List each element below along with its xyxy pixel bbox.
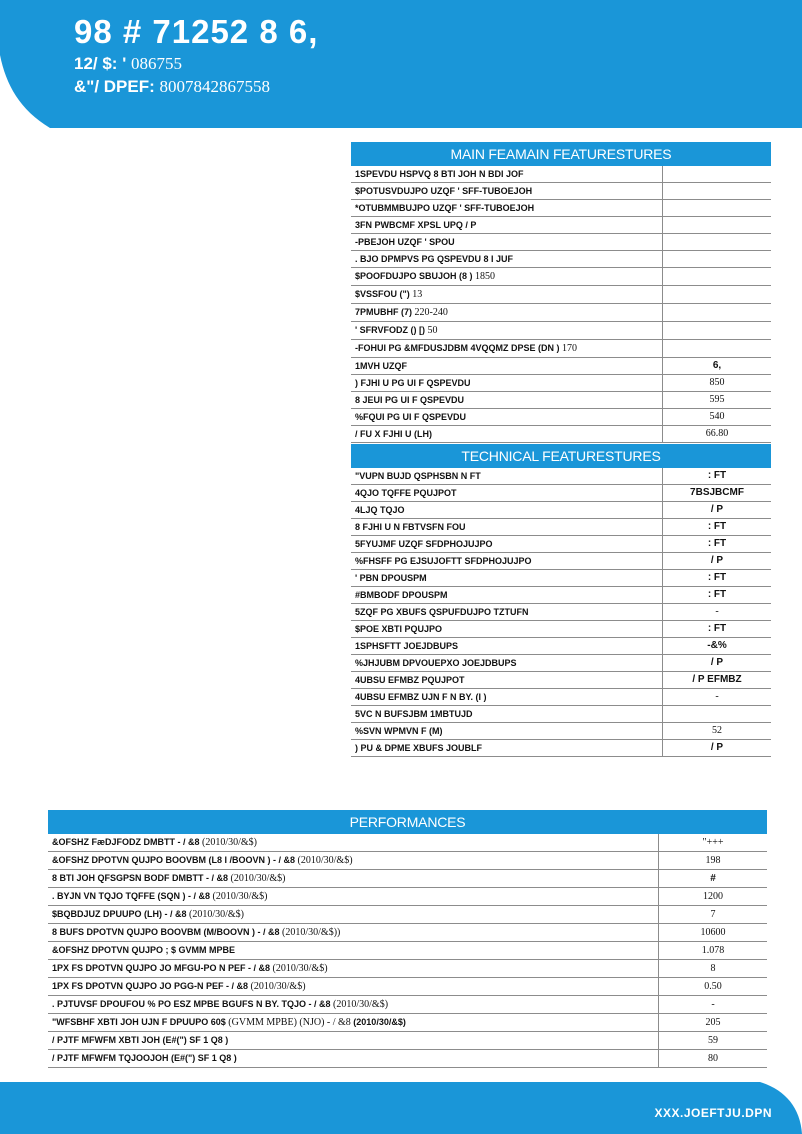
spec-label-value: (2010/30/&$) [230,873,286,884]
spec-value: : FT [663,587,772,604]
spec-label [351,655,663,672]
spec-label-text: "WFSBHF XBTI JOH UJN F DPUUPO 60$ [52,1017,229,1027]
spec-label-text: 5ZQF PG XBUFS QSPUFDUJPO TZTUFN [355,607,529,617]
spec-label-text: 1PX FS DPOTVN QUJPO JO PGG-N PEF - / &8 [52,981,251,991]
spec-label-value: (2010/30/&$) [333,999,389,1010]
spec-label [351,251,663,268]
performances-table [48,834,767,1068]
spec-row [351,322,771,340]
spec-label [48,996,659,1014]
spec-row [351,358,771,375]
spec-label [351,183,663,200]
spec-label-value: 13 [412,289,423,300]
spec-value [663,166,772,183]
spec-row [351,553,771,570]
spec-value: / P [663,553,772,570]
spec-label [351,234,663,251]
spec-row [351,638,771,655]
spec-value: / P [663,655,772,672]
spec-label-text: 4QJO TQFFE PQUJPOT [355,488,457,498]
spec-label-text: 5FYUJMF UZQF SFDPHOJUJPO [355,539,493,549]
spec-label-text: *OTUBMMBUJPO UZQF ' SFF-TUBOEJOH [355,203,535,213]
spec-row [48,870,767,888]
spec-row [351,485,771,502]
spec-label-value: 50 [427,325,438,336]
spec-label-text: &OFSHZ DPOTVN QUJPO BOOVBM (L8 I /BOOVN ) - / &8 [52,855,298,865]
spec-value [663,200,772,217]
ean-code [74,75,318,98]
spec-value: # [659,870,768,888]
spec-row [351,409,771,426]
spec-value: : FT [663,519,772,536]
spec-label-text: -PBEJOH UZQF ' SPOU [355,237,455,247]
spec-label-text: / PJTF MFWFM XBTI JOH (E#(") SF 1 Q8 ) [52,1035,229,1045]
spec-row [351,286,771,304]
spec-label-text: / FU X FJHI U (LH) [355,429,432,439]
spec-value: - [663,689,772,706]
spec-value [663,183,772,200]
website-url[interactable]: XXX.JOEFTJU.DPN [654,1106,772,1120]
spec-row [351,604,771,621]
spec-label [351,723,663,740]
spec-label [48,1032,659,1050]
spec-value: 7 [659,906,768,924]
spec-label [351,706,663,723]
spec-label [351,166,663,183]
spec-label-text: 8 BTI JOH QFSGPSN BODF DMBTT - / &8 [52,873,231,883]
spec-row [351,570,771,587]
spec-label-value: (2010/30/&$) [189,909,245,920]
spec-value [663,340,772,358]
spec-label-value: (2010/30/&$)) [282,927,341,938]
spec-label [351,502,663,519]
spec-label [48,942,659,960]
spec-label [351,485,663,502]
spec-value: 1200 [659,888,768,906]
spec-row [351,723,771,740]
spec-label [351,587,663,604]
spec-label-text: $VSSFOU (") [355,289,413,299]
spec-row [351,166,771,183]
spec-label-value: (2010/30/&$) [297,855,353,866]
spec-label-value: (2010/30/&$) [202,837,257,848]
spec-value: 595 [663,392,772,409]
spec-row [351,672,771,689]
spec-label-text: . BYJN VN TQJO TQFFE (SQN ) - / &8 [52,891,213,901]
spec-row [48,942,767,960]
spec-value: / P [663,502,772,519]
spec-row [48,960,767,978]
spec-row [351,536,771,553]
spec-row [351,621,771,638]
spec-value: 7BSJBCMF [663,485,772,502]
spec-label-text: 1SPHSFTT JOEJDBUPS [355,641,459,651]
model-title: 98 # 71252 8 6, [74,13,319,50]
spec-value: 59 [659,1032,768,1050]
spec-label-text: 4LJQ TQJO [355,505,405,515]
spec-value: 6, [663,358,772,375]
spec-label [48,978,659,996]
spec-label-text: ' PBN DPOUSPM [355,573,427,583]
spec-label-text: 1SPEVDU HSPVQ 8 BTI JOH N BDI JOF [355,169,524,179]
spec-row [351,689,771,706]
spec-row [48,1014,767,1032]
technical-features-title: TECHNICAL FEATURESTURES [351,444,771,468]
spec-label-text: %JHJUBM DPVOUEPXO JOEJDBUPS [355,658,517,668]
spec-label [48,924,659,942]
spec-value: 198 [659,852,768,870]
spec-label [48,870,659,888]
spec-label [351,304,663,322]
spec-label-value: (GVMM MPBE) (NJO) - / &8 [228,1017,354,1028]
spec-label [351,286,663,304]
technical-features-panel [351,444,771,757]
spec-label [351,340,663,358]
spec-label-text: #BMBODF DPOUSPM [355,590,448,600]
spec-value: : FT [663,570,772,587]
spec-label-value: (2010/30/&$) [272,963,328,974]
spec-label-text: %FHSFF PG EJSUJOFTT SFDPHOJUJPO [355,556,532,566]
spec-row [48,906,767,924]
spec-label-text: %FQUI PG UI F QSPEVDU [355,412,467,422]
spec-row [351,375,771,392]
spec-value [663,706,772,723]
spec-label [351,519,663,536]
spec-value [663,234,772,251]
spec-label [351,322,663,340]
spec-label [351,740,663,757]
spec-label [351,200,663,217]
spec-label-text: 3FN PWBCMF XPSL UPQ / P [355,220,477,230]
spec-label-text: 5VC N BUFSJBM 1MBTUJD [355,709,473,719]
spec-label-text: / PJTF MFWFM TQJOOJOH (E#(") SF 1 Q8 ) [52,1053,237,1063]
spec-row [351,655,771,672]
spec-row [351,502,771,519]
spec-label [351,268,663,286]
spec-label-text: $POTUSVDUJPO UZQF ' SFF-TUBOEJOH [355,186,533,196]
spec-row [48,996,767,1014]
spec-label [351,553,663,570]
spec-row [48,978,767,996]
spec-row [351,740,771,757]
spec-label [351,621,663,638]
spec-row [48,888,767,906]
spec-value [663,304,772,322]
spec-label-value: (2010/30/&$) [212,891,268,902]
spec-label [48,888,659,906]
spec-row [351,234,771,251]
spec-label [351,536,663,553]
spec-label-text: 1MVH UZQF [355,361,408,371]
performances-panel [48,810,767,1068]
spec-row [351,587,771,604]
spec-row [351,217,771,234]
main-features-panel [351,142,771,443]
spec-row [351,200,771,217]
product-code-value: 086755 [130,54,182,73]
spec-label-text: -FOHUI PG &MFDUSJDBM 4VQQMZ DPSE (DN ) [355,343,563,353]
spec-label [351,604,663,621]
spec-value: 1.078 [659,942,768,960]
spec-value: 850 [663,375,772,392]
spec-label [351,638,663,655]
spec-label-text: 4UBSU EFMBZ PQUJPOT [355,675,465,685]
spec-value: : FT [663,621,772,638]
spec-row [48,1050,767,1068]
spec-label-suffix: (2010/30/&$) [353,1017,406,1027]
spec-label [351,468,663,485]
performances-title: PERFORMANCES [48,810,767,834]
spec-label [351,426,663,443]
spec-value [663,322,772,340]
spec-value: 10600 [659,924,768,942]
product-code-label: 12/ $: ' [74,54,131,73]
spec-label-text: 8 BUFS DPOTVN QUJPO BOOVBM (M/BOOVN ) - / &8 [52,927,283,937]
spec-label [351,392,663,409]
main-features-title: MAIN FEAMAIN FEATURESTURES [351,142,771,166]
technical-features-table [351,468,771,757]
spec-label-text: ) PU & DPME XBUFS JOUBLF [355,743,483,753]
spec-row [48,1032,767,1050]
spec-label [48,1050,659,1068]
spec-row [351,183,771,200]
spec-value: 8 [659,960,768,978]
spec-label-text: $POOFDUJPO SBUJOH (8 ) [355,271,476,281]
spec-label [48,906,659,924]
spec-row [48,924,767,942]
spec-label-text: &OFSHZ FæDJFODZ DMBTT - / &8 [52,837,202,847]
spec-label [351,217,663,234]
spec-row [351,340,771,358]
spec-value: -&% [663,638,772,655]
spec-value [663,286,772,304]
spec-label-value: (2010/30/&$) [250,981,306,992]
spec-label-text: 7PMUBHF (7) [355,307,415,317]
spec-row [351,268,771,286]
spec-value [663,251,772,268]
spec-label-text: 4UBSU EFMBZ UJN F N BY. (I ) [355,692,487,702]
spec-label-value: 170 [562,343,578,354]
spec-label-text: . BJO DPMPVS PG QSPEVDU 8 I JUF [355,254,514,264]
spec-value: - [663,604,772,621]
ean-code-value: 8007842867558 [159,77,271,96]
spec-value: 205 [659,1014,768,1032]
spec-value: 0.50 [659,978,768,996]
spec-row [351,706,771,723]
spec-value: : FT [663,468,772,485]
spec-value: 80 [659,1050,768,1068]
spec-value: / P [663,740,772,757]
spec-label [351,358,663,375]
main-features-table [351,166,771,443]
spec-label-text: $POE XBTI PQUJPO [355,624,443,634]
ean-code-label: &"/ DPEF: [74,77,160,96]
spec-label [48,852,659,870]
spec-row [351,519,771,536]
spec-label-text: 8 FJHI U N FBTVSFN FOU [355,522,466,532]
spec-label [351,409,663,426]
spec-label-text: &OFSHZ DPOTVN QUJPO ; $ GVMM MPBE [52,945,236,955]
spec-label [48,834,659,852]
spec-label-text: "VUPN BUJD QSPHSBN N FT [355,471,481,481]
spec-label [351,689,663,706]
spec-label-text: ' SFRVFODZ () [) [355,325,428,335]
spec-label [351,375,663,392]
spec-value: "+++ [659,834,768,852]
spec-row [351,304,771,322]
spec-row [351,251,771,268]
spec-label [48,960,659,978]
spec-label-text: . PJTUVSF DPOUFOU % PO ESZ MPBE BGUFS N BY. TQJO - / &8 [52,999,334,1009]
spec-row [48,834,767,852]
spec-label [351,672,663,689]
spec-label [351,570,663,587]
spec-value: 52 [663,723,772,740]
spec-label-text: 8 JEUI PG UI F QSPEVDU [355,395,465,405]
spec-value [663,217,772,234]
spec-value: 66.80 [663,426,772,443]
spec-value: 540 [663,409,772,426]
spec-label-value: 220-240 [414,307,448,318]
spec-value: / P EFMBZ [663,672,772,689]
spec-label-text: %SVN WPMVN F (M) [355,726,443,736]
header-text [74,12,318,98]
spec-value [663,268,772,286]
spec-row [351,392,771,409]
spec-row [351,426,771,443]
spec-value: - [659,996,768,1014]
spec-row [351,468,771,485]
spec-label [48,1014,659,1032]
spec-label-text: ) FJHI U PG UI F QSPEVDU [355,378,471,388]
spec-row [48,852,767,870]
spec-label-text: $BQBDJUZ DPUUPO (LH) - / &8 [52,909,190,919]
spec-label-value: 1850 [475,271,496,282]
spec-label-text: 1PX FS DPOTVN QUJPO JO MFGU-PO N PEF - / &8 [52,963,273,973]
product-code [74,52,318,75]
spec-value: : FT [663,536,772,553]
